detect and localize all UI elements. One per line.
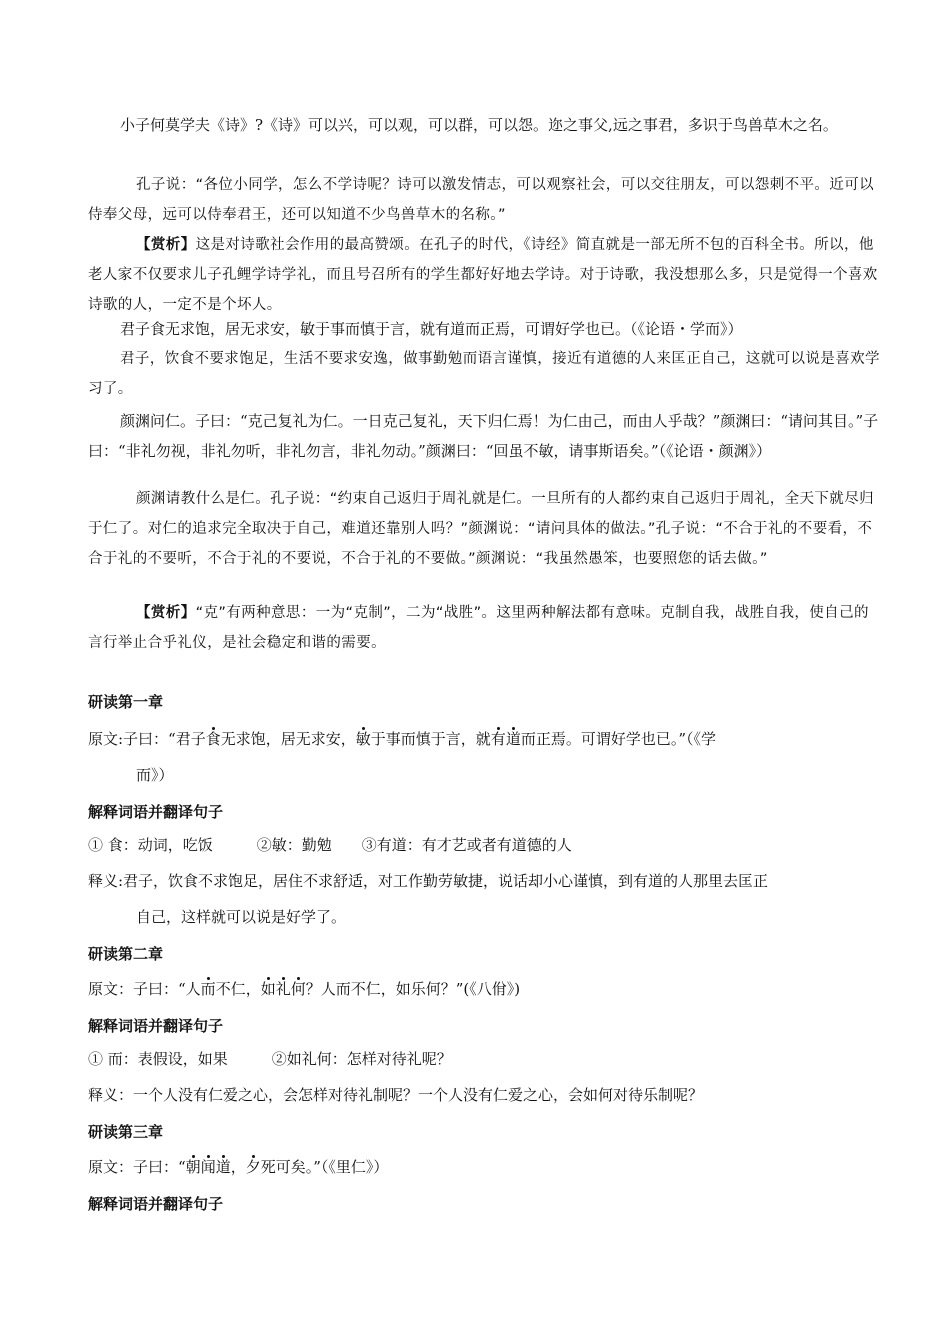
paragraph-original-yanyuan: 颜渊问仁。子曰：“克己复礼为仁。一日克己复礼，天下归仁焉！为仁由己，而由人乎哉？”颜渊曰：“请问其目。”子曰：“非礼勿视，非礼勿听，非礼勿言，非礼勿动。”颜渊曰：“回虽不敏，请事斯语矣。”（《论语・颜渊》） <box>88 412 879 460</box>
dotted-char: 朝 <box>185 1158 201 1176</box>
note-item: ②如礼何：怎样对待礼呢？ <box>271 1050 452 1068</box>
dotted-char: 礼 <box>275 980 291 998</box>
text-segment: 原文：子曰：“人 <box>88 980 201 998</box>
text-segment: 原文:子曰：“君子 <box>88 730 206 748</box>
dotted-char: 敏 <box>355 730 371 748</box>
chapter1-heading: 研读第一章 <box>88 693 164 711</box>
paragraph-translation-junzi: 君子，饮食不要求饱足，生活不要求安逸，做事勤勉而语言谨慎，接近有道德的人来匡正自己，这就可以说是喜欢学习了。 <box>88 351 880 397</box>
paragraph-appreciation-ke <box>88 598 880 658</box>
text-segment: 于事而慎于言，就 <box>370 730 491 748</box>
text-segment: 无求饱，居无求安， <box>220 730 356 748</box>
text-segment: 原文：子曰：“ <box>88 1158 186 1176</box>
text-segment: 不仁， <box>215 980 261 998</box>
chapter2-notes <box>88 1046 888 1072</box>
text-segment: ？人而不仁，如乐何？”(《八佾》) <box>305 980 521 998</box>
paragraph-original-junzi: 君子食无求饱，居无求安，敏于事而慎于言，就有道而正焉，可谓好学也已。（《论语・学而》） <box>120 320 743 338</box>
dotted-char: 何 <box>290 980 306 998</box>
note-item: ③有道：有才艺或者有道德的人 <box>361 836 572 854</box>
text-segment: 而正焉。可谓好学也已。”（《学 <box>520 730 716 748</box>
chapter1-original-continued: 而》） <box>136 766 174 784</box>
appreciation-text: “克”有两种意思：一为“克制”，二为“战胜”。这里两种解法都有意味。克制自我，战胜自我，使自己的言行举止合乎礼仪，是社会稳定和谐的需要。 <box>88 605 869 651</box>
paragraph-translation-shi: 孔子说：“各位小同学，怎么不学诗呢？诗可以激发情志，可以观察社会，可以交往朋友，可以怨刺不平。近可以侍奉父母，远可以侍奉君王，还可以知道不少鸟兽草木的名称。” <box>88 177 875 223</box>
dotted-char: 道 <box>505 730 521 748</box>
dotted-char: 夕 <box>245 1158 261 1176</box>
text-segment: 死可矣。”（《里仁》） <box>260 1158 389 1176</box>
chapter2-original-text <box>88 976 888 1002</box>
chapter1-notes <box>88 832 888 858</box>
chapter1-translation: 释义:君子，饮食不求饱足，居住不求舒适，对工作勤劳敏捷，说话却小心谨慎，到有道的人那里去匡正 <box>88 872 769 890</box>
dotted-char: 而 <box>200 980 216 998</box>
chapter1-explain-heading: 解释词语并翻译句子 <box>88 803 224 821</box>
dotted-char: 食 <box>205 730 221 748</box>
chapter3-original-text <box>88 1154 888 1180</box>
chapter3-explain-heading: 解释词语并翻译句子 <box>88 1195 224 1213</box>
chapter3-heading: 研读第三章 <box>88 1123 164 1141</box>
appreciation-text: 这是对诗歌社会作用的最高赞颂。在孔子的时代，《诗经》简直就是一部无所不包的百科全书。所以，他老人家不仅要求儿子孔鲤学诗学礼，而且号召所有的学生都好好地去学诗。对于诗歌，我没想那么多，只是觉得一个喜欢诗歌的人，一定不是个坏人。 <box>88 237 878 313</box>
chapter2-heading: 研读第二章 <box>88 945 164 963</box>
note-item: ① 而：表假设，如果 <box>88 1050 228 1068</box>
chapter2-explain-heading: 解释词语并翻译句子 <box>88 1017 224 1035</box>
dotted-char: 有 <box>490 730 506 748</box>
chapter1-translation-continued: 自己，这样就可以说是好学了。 <box>136 908 347 926</box>
dotted-char: 如 <box>260 980 276 998</box>
note-item: ① 食：动词，吃饭 <box>88 836 213 854</box>
dotted-char: 道 <box>215 1158 231 1176</box>
chapter1-original-text <box>88 726 888 752</box>
dotted-char: 闻 <box>200 1158 216 1176</box>
chapter2-translation: 释义：一个人没有仁爱之心，会怎样对待礼制呢？一个人没有仁爱之心，会如何对待乐制呢？ <box>88 1086 704 1104</box>
paragraph-appreciation-shi <box>88 230 880 320</box>
appreciation-tag: 【赏析】 <box>136 237 196 253</box>
text-segment: ， <box>230 1158 246 1176</box>
paragraph-translation-yanyuan: 颜渊请教什么是仁。孔子说：“约束自己返归于周礼就是仁。一旦所有的人都约束自己返归于周礼，全天下就尽归于仁了。对仁的追求完全取决于自己，难道还靠别人吗？”颜渊说：“请问具体的做法。”孔子说：“不合于礼的不要看，不合于礼的不要听，不合于礼的不要说，不合于礼的不要做。”颜渊说：“我虽然愚笨，也要照您的话去做。” <box>88 491 875 567</box>
note-item: ②敏：勤勉 <box>256 836 332 854</box>
paragraph-original-shi: 小子何莫学夫《诗》?《诗》可以兴，可以观，可以群，可以怨。迩之事父,远之事君，多识于鸟兽草木之名。 <box>120 116 838 134</box>
appreciation-tag: 【赏析】 <box>136 605 196 621</box>
